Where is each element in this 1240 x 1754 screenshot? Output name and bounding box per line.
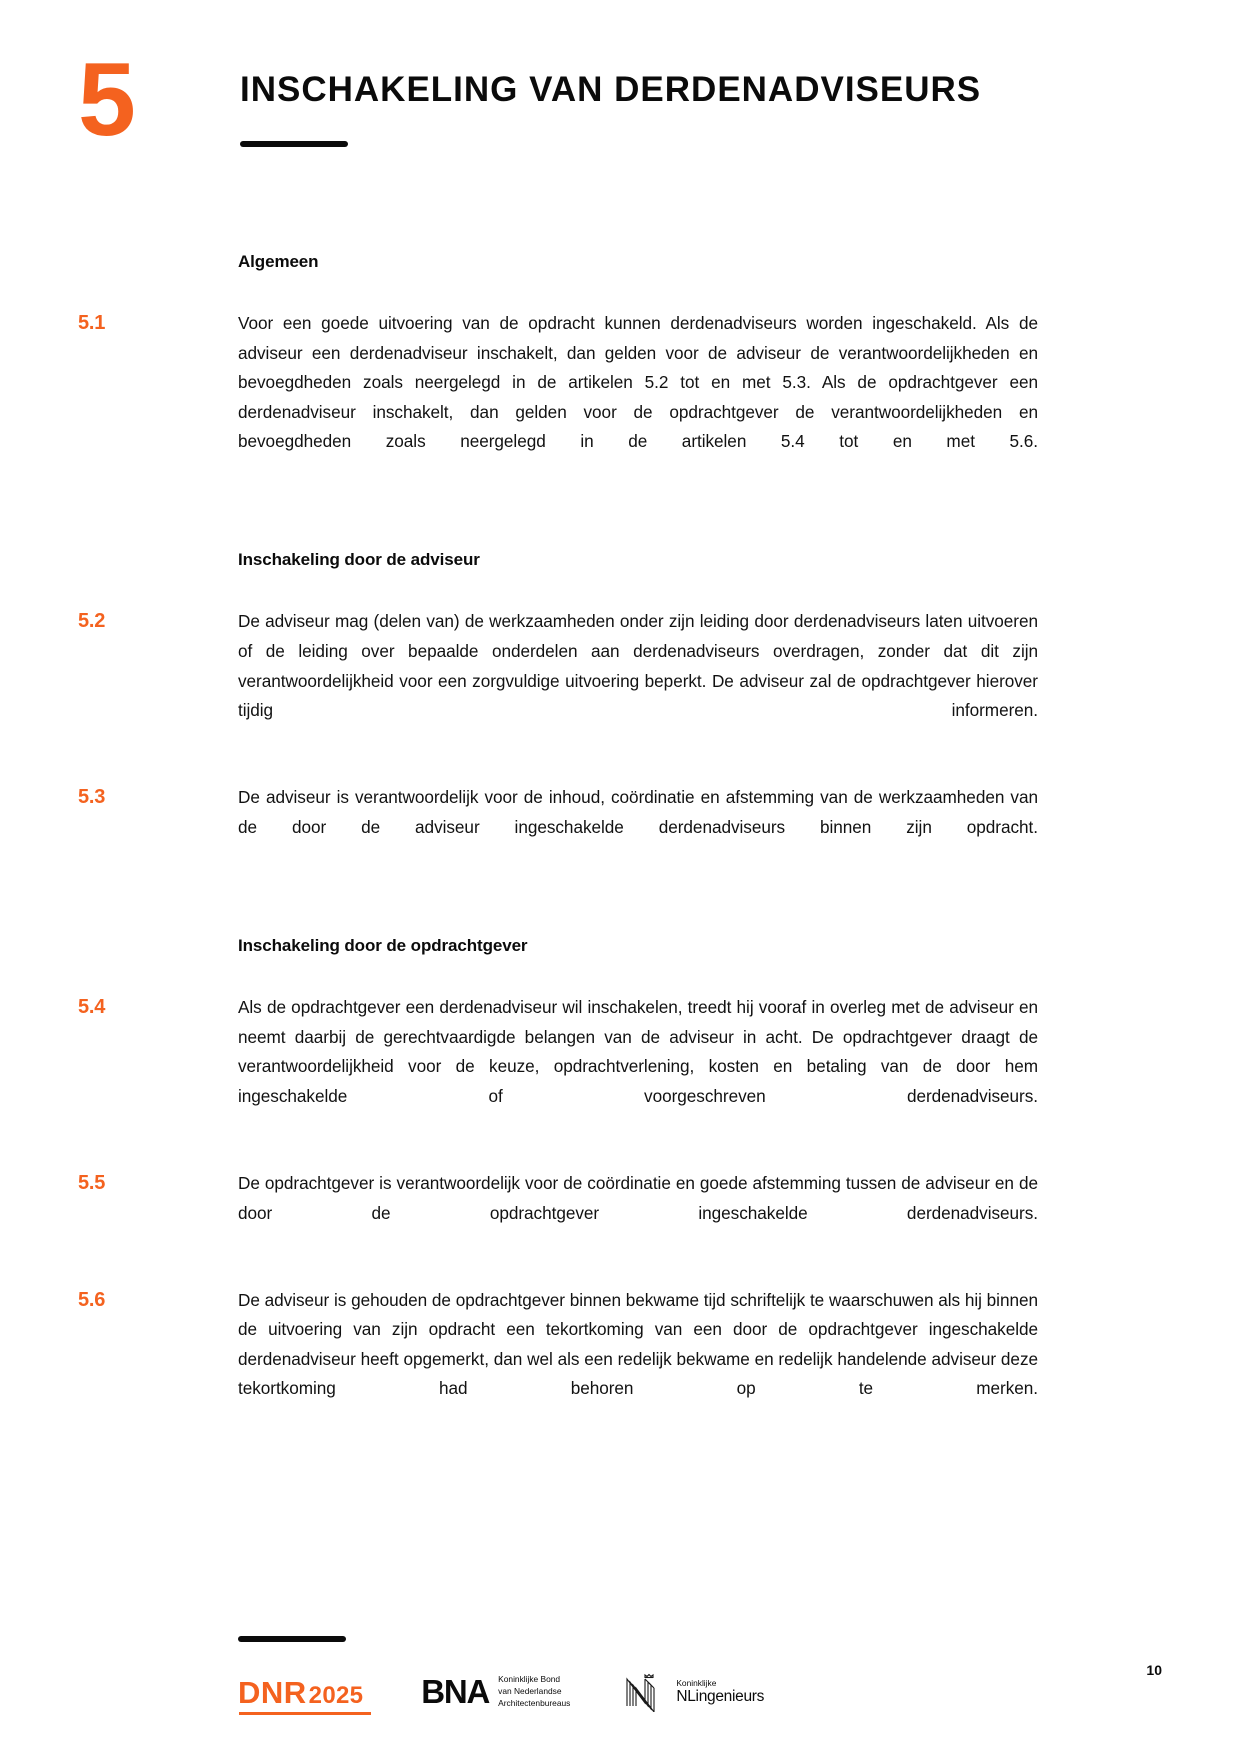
bna-logo-wordmark: BNA [421, 1673, 490, 1711]
group-heading: Inschakeling door de opdrachtgever [238, 936, 528, 956]
group-spacer [0, 514, 1240, 550]
dnr-logo-year-wrapper [308, 1681, 364, 1709]
clause-number: 5.4 [78, 996, 106, 1019]
group-spacer [0, 900, 1240, 936]
clause [0, 783, 1240, 872]
clause [0, 607, 1240, 755]
nlingenieurs-name: NLingenieurs [676, 1688, 765, 1706]
title-underline-rule [240, 141, 348, 147]
clause [0, 993, 1240, 1141]
nlingenieurs-logo [624, 1672, 764, 1712]
page-footer [0, 1574, 1240, 1754]
bna-subtitle-line-1: Koninklijke Bond [498, 1674, 561, 1685]
group-heading: Algemeen [238, 252, 319, 271]
clause-number: 5.5 [78, 1171, 106, 1194]
document-body [0, 252, 1240, 1462]
clause-group [0, 252, 1240, 486]
dnr-logo-wordmark: DNR [238, 1674, 307, 1710]
dnr-logo-underline [239, 1712, 371, 1715]
clause-group [0, 550, 1240, 872]
page-header [0, 42, 1240, 168]
dnr-logo [238, 1674, 364, 1710]
clause-text: De opdrachtgever is verantwoordelijk voor de coördinatie en goede afstemming tussen de adviseur en de door de opdrachtgever ingeschakelde derdenadviseurs. [238, 1172, 1038, 1223]
page-number: 10 [1146, 1662, 1162, 1678]
footer-logo-row [238, 1666, 764, 1718]
crowned-n-icon [624, 1672, 668, 1712]
clause [0, 309, 1240, 486]
clause-text: De adviseur is gehouden de opdrachtgever binnen bekwame tijd schriftelijk te waarschuwen als hij binnen de uitvoering van zijn opdracht een tekortkoming van een door de opdrachtgever ingeschakelde derdenadviseur heeft opgemerkt, dan wel als een redelijk bekwame en redelijk handelende adviseur deze tekortkoming had behoren op te merken. [238, 1289, 1038, 1399]
clause-number: 5.2 [78, 610, 106, 633]
bna-logo [421, 1674, 570, 1710]
clause-text: Voor een goede uitvoering van de opdracht kunnen derdenadviseurs worden ingeschakeld. Als de adviseur een derdenadviseur inschakelt, dan gelden voor de adviseur de verantwoordelijkheden en bevoegdheden zoals neergelegd in de artikelen 5.2 tot en met 5.3. Als de opdrachtgever een derdenadviseur inschakelt, dan gelden voor de opdrachtgever de verantwoordelijkheden en bevoegdheden zoals neergelegd in de artikelen 5.4 tot en met 5.6. [238, 313, 1038, 452]
clause-number: 5.6 [78, 1288, 106, 1311]
clause-text: Als de opdrachtgever een derdenadviseur wil inschakelen, treedt hij vooraf in overleg met de adviseur en neemt daarbij de gerechtvaardigde belangen van de adviseur in acht. De opdrachtgever draagt de verantwoordelijkheid voor de keuze, opdrachtverlening, kosten en betaling van de door hem ingeschakelde of voorgeschreven derdenadviseurs. [238, 997, 1038, 1106]
chapter-number: 5 [78, 42, 134, 158]
clause [0, 1286, 1240, 1434]
nlingenieurs-logo-text [676, 1679, 764, 1706]
bna-logo-subtitle [498, 1674, 570, 1710]
clause-text: De adviseur mag (delen van) de werkzaamheden onder zijn leiding door derdenadviseurs laten uitvoeren of de leiding over bepaalde onderdelen aan derdenadviseurs overdragen, zonder dat dit zijn verantwoordelijkheid voor een zorgvuldige uitvoering beperkt. De adviseur zal de opdrachtgever hierover tijdig informeren. [238, 611, 1038, 721]
page-title: INSCHAKELING VAN DERDENADVISEURS [240, 70, 982, 109]
bna-subtitle-line-3: Architectenbureaus [498, 1697, 571, 1708]
clause [0, 1169, 1240, 1258]
nlingenieurs-prefix: Koninklijke [676, 1677, 717, 1688]
group-heading: Inschakeling door de adviseur [238, 550, 480, 570]
clause-group [0, 936, 1240, 1434]
clause-text: De adviseur is verantwoordelijk voor de inhoud, coördinatie en afstemming van de werkzaamheden van de door de adviseur ingeschakelde derdenadviseurs binnen zijn opdracht. [238, 787, 1038, 837]
bna-subtitle-line-2: van Nederlandse [498, 1686, 562, 1697]
footer-rule [238, 1636, 346, 1642]
clause-number: 5.1 [78, 312, 106, 334]
clause-number: 5.3 [78, 786, 106, 809]
dnr-logo-year: 2025 [308, 1681, 364, 1709]
